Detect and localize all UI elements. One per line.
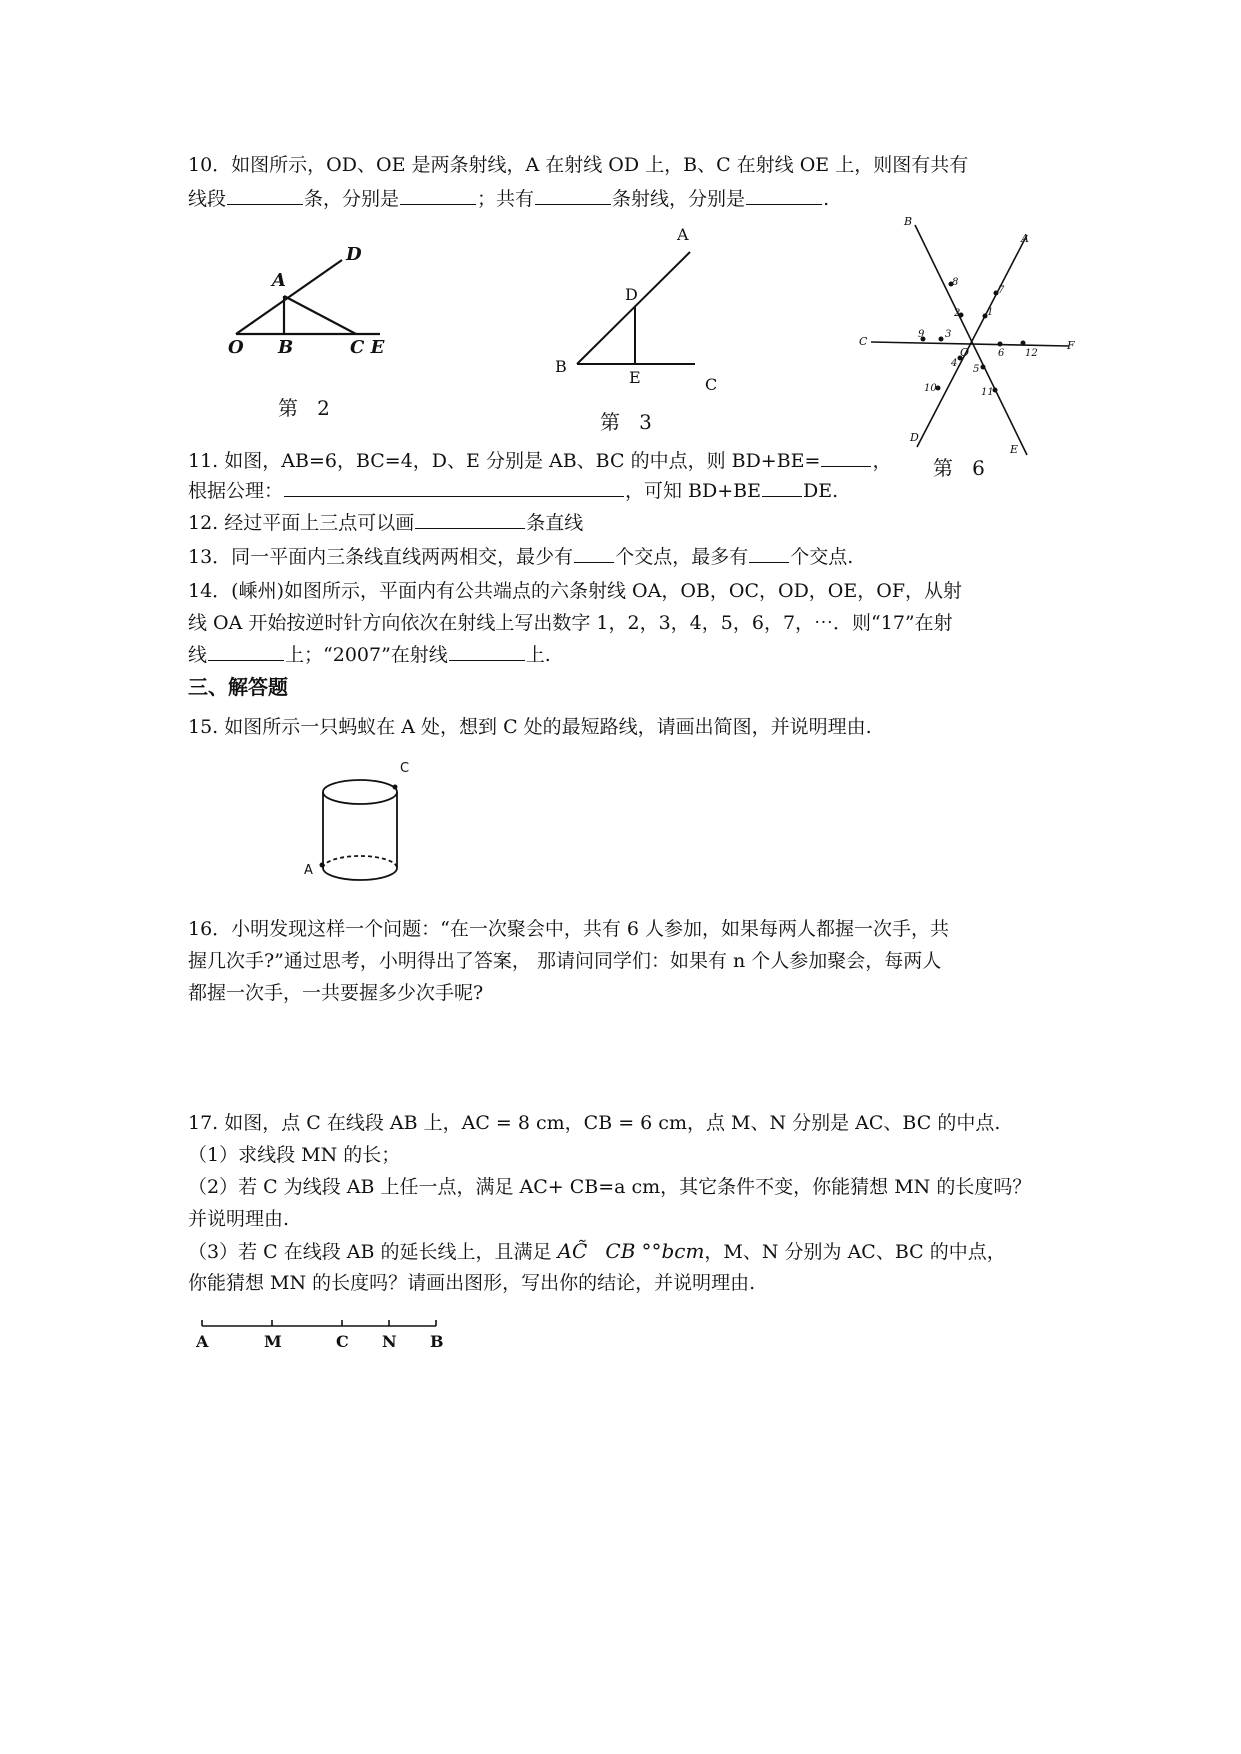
fig6-label-E: E: [1010, 443, 1019, 456]
figure-2: [220, 240, 430, 360]
q10-text-e: .: [823, 188, 830, 210]
q11-line1: [188, 448, 892, 474]
q17-text-a: （3）若 C 在线段 AB 的延长线上，且满足: [188, 1241, 552, 1263]
fig3-label-A: A: [677, 225, 689, 244]
fig2-label-CE: C E: [350, 337, 385, 358]
q11-blank-3[interactable]: [762, 478, 802, 497]
q13-blank-1[interactable]: [574, 544, 614, 563]
q15-cylinder-figure: [300, 760, 420, 885]
q14-line2: 线 OA 开始按逆时针方向依次在射线上写出数字 1，2，3，4，5，6，7，⋯．则“17”在射: [188, 612, 953, 634]
q17-math-c: °°bcm: [641, 1239, 705, 1263]
fig3-label-E: E: [629, 368, 641, 387]
segment-label-M: M: [264, 1332, 282, 1351]
fig6-number-10: 10: [924, 383, 937, 394]
fig2-caption-word: 第: [278, 396, 298, 420]
fig6-number-4: 4: [951, 358, 958, 369]
q15-label-A: A: [304, 863, 313, 878]
q10-blank-4[interactable]: [746, 186, 822, 205]
q17-segment-figure: [190, 1318, 450, 1358]
q10-line1: 10．如图所示，OD、OE 是两条射线，A 在射线 OD 上，B、C 在射线 OE 上，则图有共有: [188, 154, 969, 176]
cylinder-top: [323, 780, 397, 804]
fig6-label-D: D: [910, 431, 919, 444]
fig6-label-A: A: [1021, 232, 1029, 245]
fig6-caption-word: 第: [933, 456, 953, 480]
q11-text-b: ，: [872, 450, 892, 472]
fig3-ray-BA: [577, 252, 690, 364]
q12-text-b: 条直线: [526, 512, 584, 534]
q12-blank[interactable]: [415, 510, 525, 529]
segment-label-C: C: [336, 1332, 349, 1351]
q11-text-a: 11. 如图，AB=6，BC=4，D、E 分别是 AB、BC 的中点，则 BD+BE=: [188, 450, 821, 472]
fig6-number-1: 1: [987, 307, 994, 318]
fig2-label-D: D: [346, 244, 362, 265]
q11-text-c: 根据公理：: [188, 480, 284, 502]
q15-text: 15. 如图所示一只蚂蚁在 A 处，想到 C 处的最短路线，请画出简图，并说明理由.: [188, 716, 872, 738]
q17-line6: 你能猜想 MN 的长度吗？请画出图形，写出你的结论，并说明理由.: [188, 1272, 756, 1294]
q12-line: [188, 510, 583, 536]
fig6-line-BE: [915, 225, 1027, 455]
q11-blank-2[interactable]: [284, 478, 624, 497]
q10-line2: [188, 186, 829, 212]
fig2-segment-AC: [284, 296, 356, 334]
q10-blank-2[interactable]: [400, 186, 476, 205]
fig6-caption: [933, 452, 985, 481]
q17-line5: [188, 1238, 1006, 1265]
q16-line1: 16．小明发现这样一个问题：“在一次聚会中，共有 6 人参加，如果每两人都握一次手，共: [188, 918, 950, 940]
q17-line4: 并说明理由.: [188, 1208, 290, 1230]
fig2-label-A: A: [272, 270, 286, 291]
q10-text-d: 条射线，分别是: [612, 188, 746, 210]
q14-line1: 14．(嵊州)如图所示，平面内有公共端点的六条射线 OA，OB，OC，OD，OE，OF，从射: [188, 580, 963, 602]
fig6-number-2: 2: [954, 308, 961, 319]
fig6-label-C: C: [859, 335, 868, 348]
q10-text-c: ；共有: [477, 188, 535, 210]
fig6-number-12: 12: [1025, 348, 1038, 359]
fig6-label-O: O: [960, 346, 970, 359]
q14-text-c: 上.: [525, 644, 551, 666]
fig6-number-5: 5: [973, 364, 980, 375]
q14-line3: [188, 642, 551, 668]
fig6-label-B: B: [904, 215, 913, 228]
fig2-caption-number: 2: [317, 396, 330, 420]
fig6-number-9: 9: [918, 329, 925, 340]
q17-line3: （2）若 C 为线段 AB 上任一点，满足 AC+ CB=a cm，其它条件不变，你能猜想 MN 的长度吗？: [188, 1176, 1032, 1198]
q11-blank-1[interactable]: [821, 448, 871, 467]
q16-line2: 握几次手?”通过思考，小明得出了答案， 那请问同学们：如果有 n 个人参加聚会，每两人: [188, 950, 942, 972]
q14-blank-2[interactable]: [449, 642, 525, 661]
fig6-number-11: 11: [981, 387, 994, 398]
q11-text-d: ，可知 BD+BE: [625, 480, 762, 502]
fig3-caption: [600, 406, 652, 435]
fig2-caption: [278, 392, 330, 421]
q10-blank-3[interactable]: [535, 186, 611, 205]
fig6-label-F: F: [1067, 339, 1075, 352]
q13-text-b: 个交点，最多有: [615, 546, 749, 568]
fig2-label-O: O: [228, 337, 244, 358]
q17-math-b: CB: [605, 1239, 636, 1263]
figure-6: [855, 215, 1085, 465]
cylinder-bottom-front: [323, 868, 397, 880]
q15-label-C: C: [400, 761, 410, 776]
q10-text-b: 条，分别是: [304, 188, 400, 210]
fig6-number-7: 7: [998, 285, 1005, 296]
fig3-label-D: D: [625, 285, 638, 304]
q17-text-b: ，M、N 分别为 AC、BC 的中点，: [704, 1241, 1006, 1263]
q17-line1: 17. 如图，点 C 在线段 AB 上，AC = 8 cm，CB = 6 cm，点 M、N 分别是 AC、BC 的中点.: [188, 1112, 1001, 1134]
fig3-caption-word: 第: [600, 410, 620, 434]
q12-text-a: 12. 经过平面上三点可以画: [188, 512, 415, 534]
q10-text-a: 线段: [188, 188, 227, 210]
fig3-caption-number: 3: [639, 410, 652, 434]
q13-text-a: 13．同一平面内三条线直线两两相交，最少有: [188, 546, 574, 568]
fig6-line-AD: [917, 235, 1027, 447]
q13-text-c: 个交点.: [790, 546, 854, 568]
fig6-number-6: 6: [998, 348, 1005, 359]
segment-label-N: N: [382, 1332, 397, 1351]
fig3-label-C: C: [705, 375, 718, 394]
segment-label-B: B: [430, 1332, 444, 1351]
fig2-label-B: B: [278, 337, 294, 358]
q13-line: [188, 544, 853, 570]
fig6-number-8: 8: [952, 277, 959, 288]
cylinder-bottom-back: [323, 856, 397, 868]
q14-text-b: 上；“2007”在射线: [285, 644, 448, 666]
fig2-ray-OD: [236, 260, 342, 334]
figure-3: [545, 222, 745, 397]
q11-line2: [188, 478, 838, 504]
section-heading: 三、解答题: [188, 675, 288, 699]
fig6-caption-number: 6: [972, 456, 985, 480]
q17-line2: （1）求线段 MN 的长；: [188, 1144, 401, 1166]
fig3-label-B: B: [555, 357, 567, 376]
q13-blank-2[interactable]: [749, 544, 789, 563]
q11-text-e: DE.: [803, 480, 839, 502]
q10-blank-1[interactable]: [227, 186, 303, 205]
segment-label-A: A: [196, 1332, 209, 1351]
q17-math-a: AC̃: [557, 1239, 588, 1263]
q14-blank-1[interactable]: [208, 642, 284, 661]
q16-line3: 都握一次手，一共要握多少次手呢?: [188, 982, 484, 1004]
fig6-number-3: 3: [945, 329, 952, 340]
q14-text-a: 线: [188, 644, 208, 666]
